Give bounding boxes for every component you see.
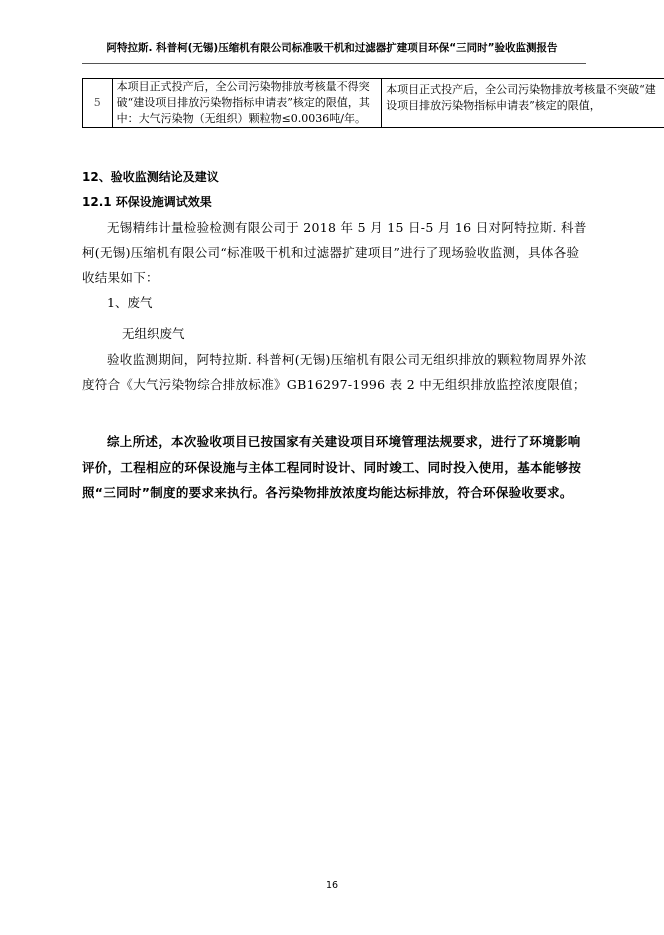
intro-paragraph: 无锡精纬计量检验检测有限公司于 2018 年 5 月 15 日-5 月 16 日对阿特拉斯. 科普柯(无锡)压缩机有限公司“标准吸干机和过滤器扩建项目”进行了现场验收监测，具体各验收结果如下： — [82, 220, 587, 285]
table-row — [83, 79, 664, 128]
monitoring-paragraph: 验收监测期间，阿特拉斯. 科普柯(无锡)压缩机有限公司无组织排放的颗粒物周界外浓度符合《大气污染物综合排放标准》GB16297-1996 表 2 中无组织排放监控浓度限值； — [82, 352, 587, 392]
subsection-heading: 12.1 环保设施调试效果 — [82, 195, 212, 209]
section-heading: 12、验收监测结论及建议 — [82, 170, 219, 184]
item-fugitive-gas: 无组织废气 — [122, 326, 185, 341]
requirement-cell: 本项目正式投产后，全公司污染物排放考核量不得突破“建设项目排放污染物指标申请表”核定的限值，其中：大气污染物（无组织）颗粒物≤0.0036吨/年。 — [112, 79, 382, 128]
item-exhaust-gas: 1、废气 — [107, 295, 153, 310]
conclusion-paragraph: 综上所述，本次验收项目已按国家有关建设项目环境管理法规要求，进行了环境影响评价，工程相应的环保设施与主体工程同时设计、同时竣工、同时投入使用，基本能够按照“三同时”制度的要求来执行。各污染物排放浓度均能达标排放，符合环保验收要求。 — [82, 434, 582, 500]
compliance-table — [82, 78, 664, 128]
header-divider — [82, 63, 586, 64]
status-cell: 本项目正式投产后，全公司污染物排放考核量不突破“建设项目排放污染物指标申请表”核定的限值， — [382, 79, 664, 128]
row-number: 5 — [83, 79, 113, 128]
page-number: 16 — [325, 880, 339, 891]
report-header-title: 阿特拉斯. 科普柯(无锡)压缩机有限公司标准吸干机和过滤器扩建项目环保“三同时”验收监测报告 — [106, 42, 558, 54]
